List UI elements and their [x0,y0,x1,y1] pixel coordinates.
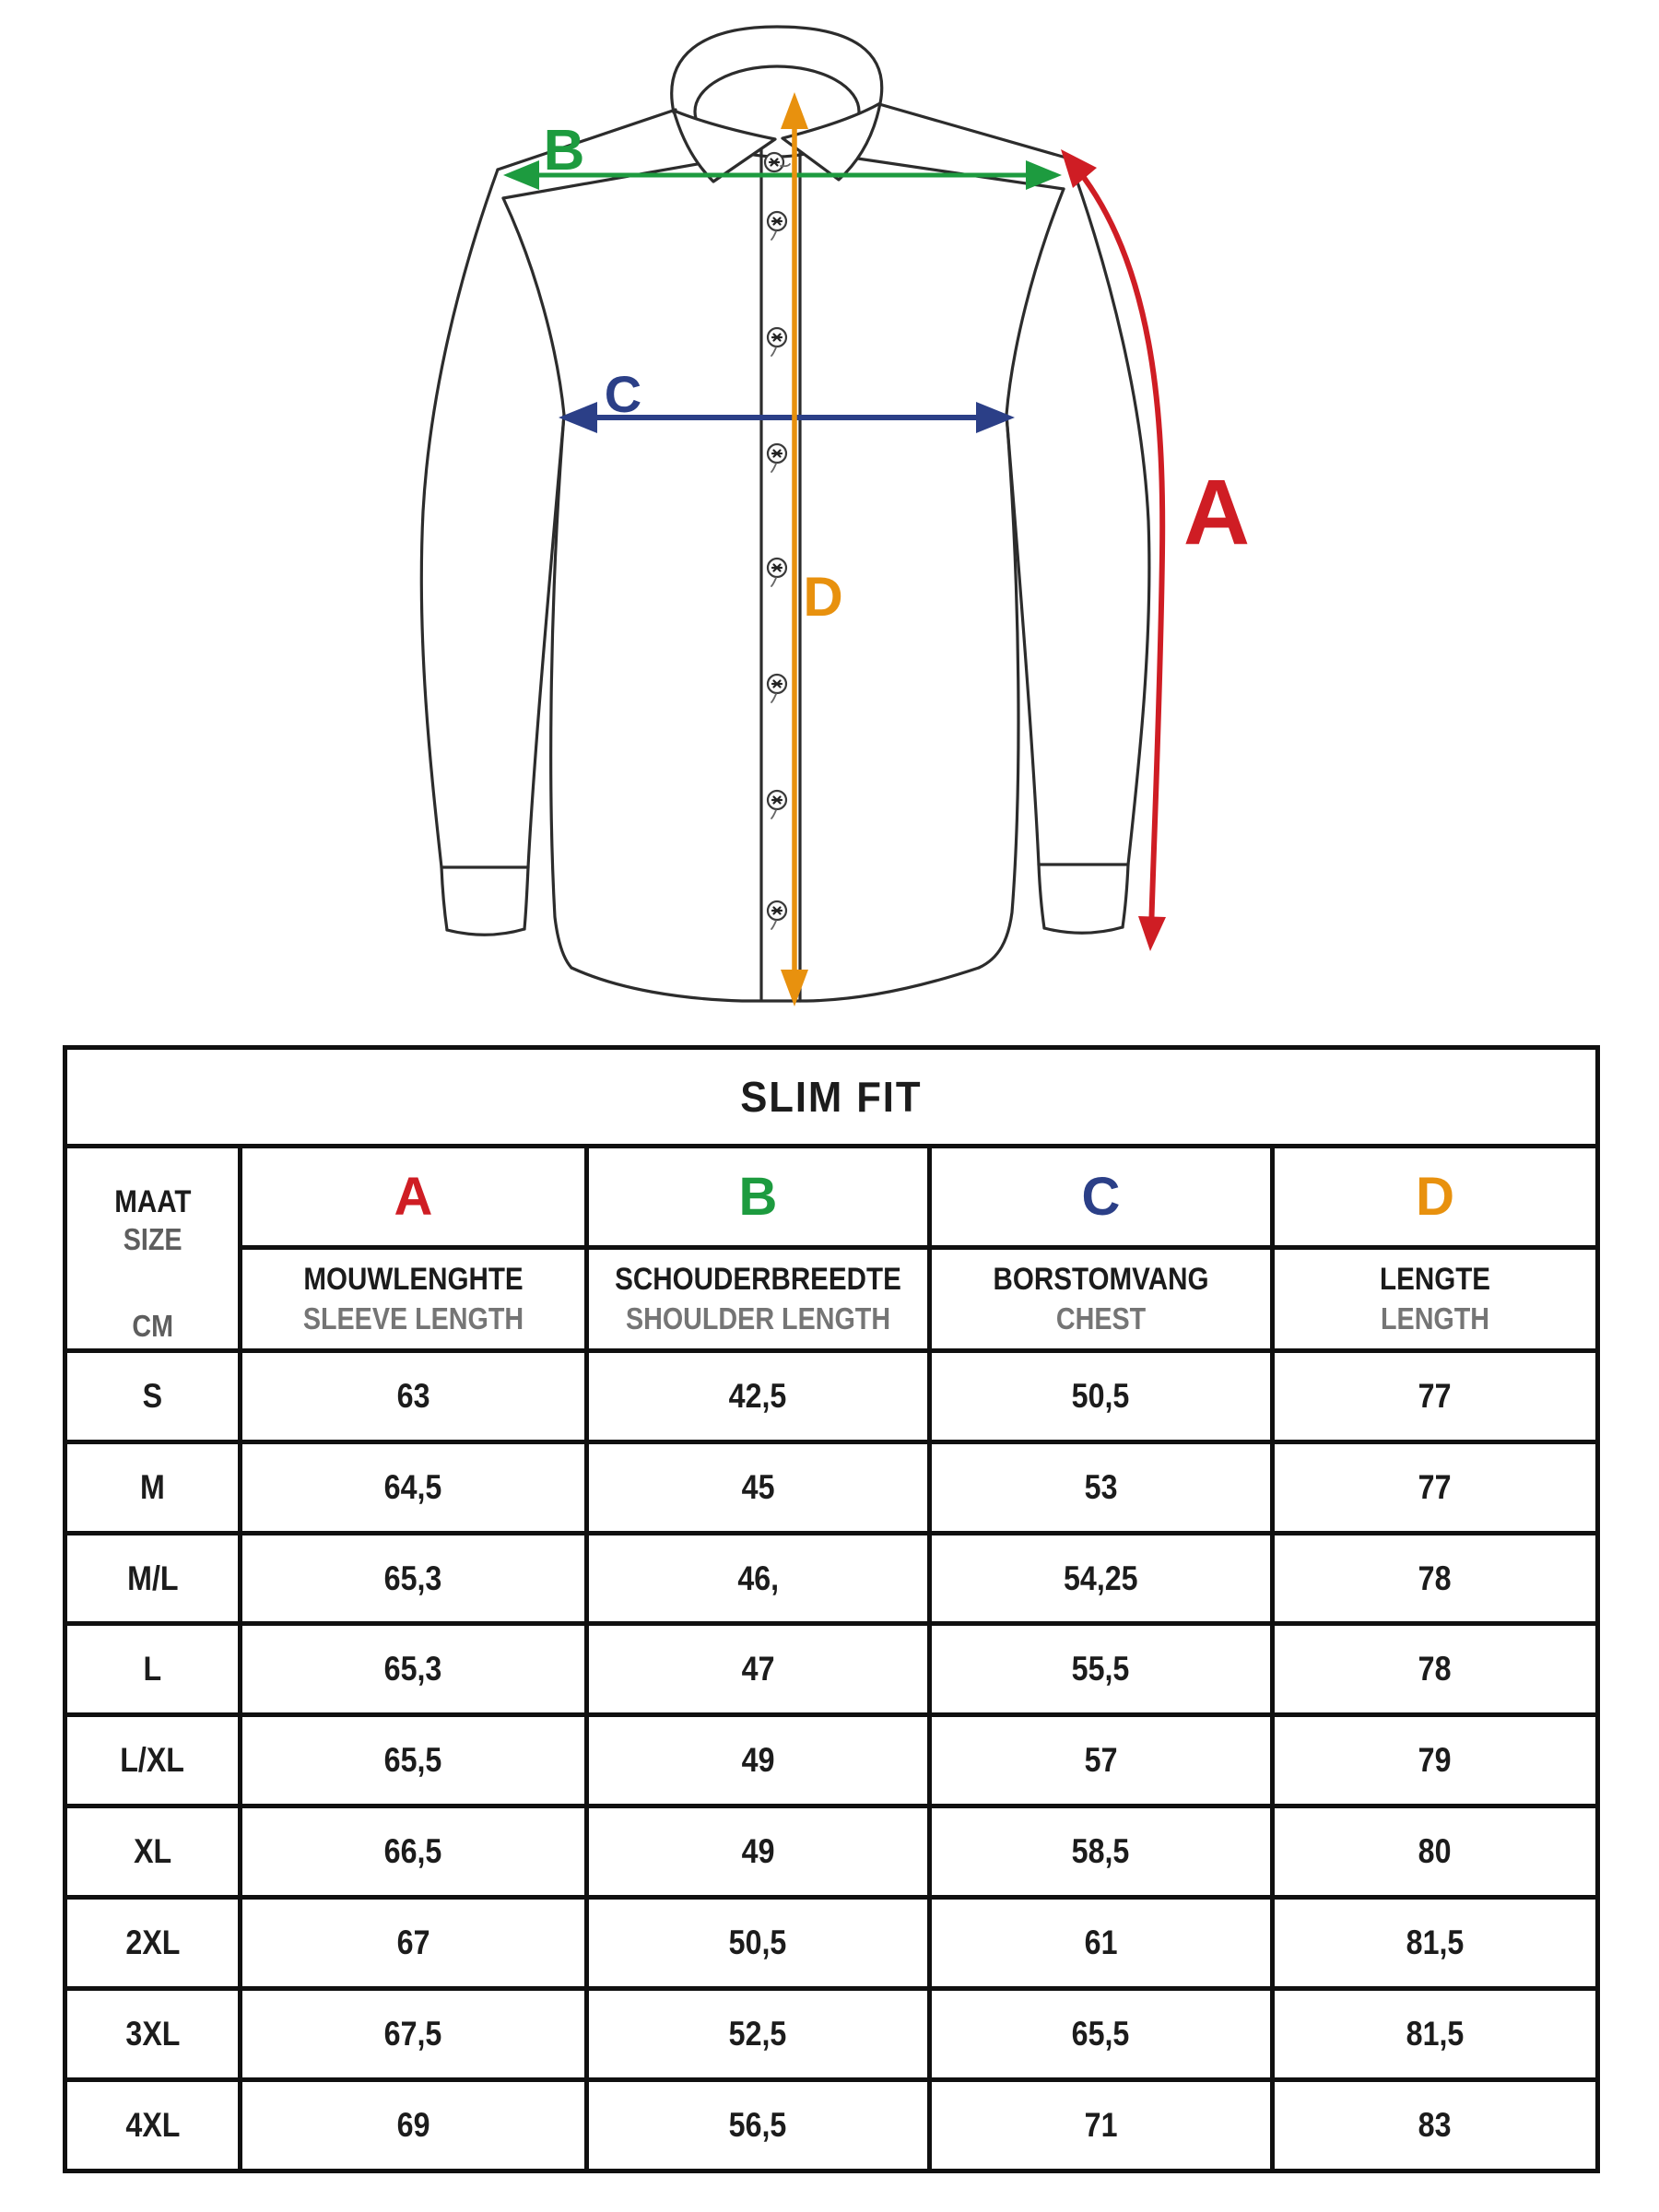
button [768,675,786,702]
measure-name-dutch: MOUWLENGHTE [303,1261,524,1297]
value-cell: 77 [1273,1441,1598,1533]
size-row-ml [65,1533,1598,1624]
column-name-b [587,1247,930,1350]
value-cell: 56,5 [587,2079,930,2171]
button [768,328,786,356]
size-corner-content [67,1148,238,1348]
column-name-c [930,1247,1273,1350]
value-cell: 53 [930,1441,1273,1533]
button [768,791,786,818]
corner-cm-label: CM [132,1309,173,1344]
shirt-measurement-diagram [0,0,1659,1032]
size-row-3xl [65,1989,1598,2080]
corner-maat-label: MAAT [113,1184,192,1220]
measure-name-english: LENGTH [1381,1300,1490,1335]
value-cell: 78 [1273,1624,1598,1715]
label-b: B [543,119,585,182]
button [768,901,786,929]
sleeve-length-arrow [1061,149,1250,951]
size-cell: 2XL [65,1898,241,1989]
column-letter-c: C [930,1147,1273,1248]
value-cell: 77 [1273,1350,1598,1441]
size-cell: L/XL [65,1715,241,1806]
column-name-a [241,1247,587,1350]
value-cell: 42,5 [587,1350,930,1441]
measure-name-dutch: LENGTE [1380,1261,1491,1297]
size-row-s [65,1350,1598,1441]
measure-name-english: CHEST [1055,1300,1147,1335]
value-cell: 65,5 [241,1715,587,1806]
letters-header-row [65,1147,1598,1248]
size-row-2xl [65,1898,1598,1989]
measure-name-dutch: BORSTOMVANG [993,1261,1209,1297]
column-name-d [1273,1247,1598,1350]
value-cell: 65,3 [241,1533,587,1624]
buttons [765,153,790,929]
value-cell: 65,3 [241,1624,587,1715]
value-cell: 80 [1273,1806,1598,1898]
table-title [65,1048,1598,1147]
size-row-lxl [65,1715,1598,1806]
value-cell: 67,5 [241,1989,587,2080]
size-row-xl [65,1806,1598,1898]
measure-name-english: SLEEVE LENGTH [302,1300,524,1335]
value-cell: 55,5 [930,1624,1273,1715]
size-corner-cell [65,1147,241,1351]
value-cell: 79 [1273,1715,1598,1806]
button [768,212,786,240]
size-cell: M [65,1441,241,1533]
size-cell: M/L [65,1533,241,1624]
value-cell: 83 [1273,2079,1598,2171]
names-header-row [65,1247,1598,1350]
label-c: C [604,365,642,423]
value-cell: 61 [930,1898,1273,1989]
value-cell: 46, [587,1533,930,1624]
size-cell: 4XL [65,2079,241,2171]
value-cell: 49 [587,1806,930,1898]
value-cell: 65,5 [930,1989,1273,2080]
arrowhead-top [781,92,808,129]
column-letter-b: B [587,1147,930,1248]
value-cell: 64,5 [241,1441,587,1533]
label-d: D [803,566,843,628]
button [768,444,786,472]
value-cell: 69 [241,2079,587,2171]
value-cell: 57 [930,1715,1273,1806]
length-arrow [781,92,843,1006]
measure-name-dutch: SCHOUDERBREEDTE [615,1261,901,1297]
size-row-m [65,1441,1598,1533]
value-cell: 52,5 [587,1989,930,2080]
label-a: A [1182,461,1251,564]
value-cell: 54,25 [930,1533,1273,1624]
corner-size-label: SIZE [123,1221,182,1256]
size-cell: L [65,1624,241,1715]
value-cell: 63 [241,1350,587,1441]
value-cell: 49 [587,1715,930,1806]
value-cell: 78 [1273,1533,1598,1624]
value-cell: 66,5 [241,1806,587,1898]
value-cell: 45 [587,1441,930,1533]
measure-name-english: SHOULDER LENGTH [625,1300,891,1335]
size-cell: XL [65,1806,241,1898]
table-title-text: SLIM FIT [740,1073,923,1122]
value-cell: 81,5 [1273,1989,1598,2080]
value-cell: 81,5 [1273,1898,1598,1989]
value-cell: 71 [930,2079,1273,2171]
chest-arrow [559,365,1015,433]
value-cell: 67 [241,1898,587,1989]
value-cell: 58,5 [930,1806,1273,1898]
arrowhead-top [1061,149,1097,188]
column-letter-d: D [1273,1147,1598,1248]
right-sleeve [1006,159,1149,933]
size-row-4xl [65,2079,1598,2171]
column-letter-a: A [241,1147,587,1248]
size-row-l [65,1624,1598,1715]
value-cell: 50,5 [930,1350,1273,1441]
value-cell: 47 [587,1624,930,1715]
button [768,559,786,586]
size-cell: 3XL [65,1989,241,2080]
arrowhead-bottom [1138,916,1166,951]
size-cell: S [65,1350,241,1441]
left-sleeve [421,170,564,935]
shoulder-width-arrow [503,119,1062,190]
title-row [65,1048,1598,1147]
size-chart-table [63,1045,1600,2173]
value-cell: 50,5 [587,1898,930,1989]
